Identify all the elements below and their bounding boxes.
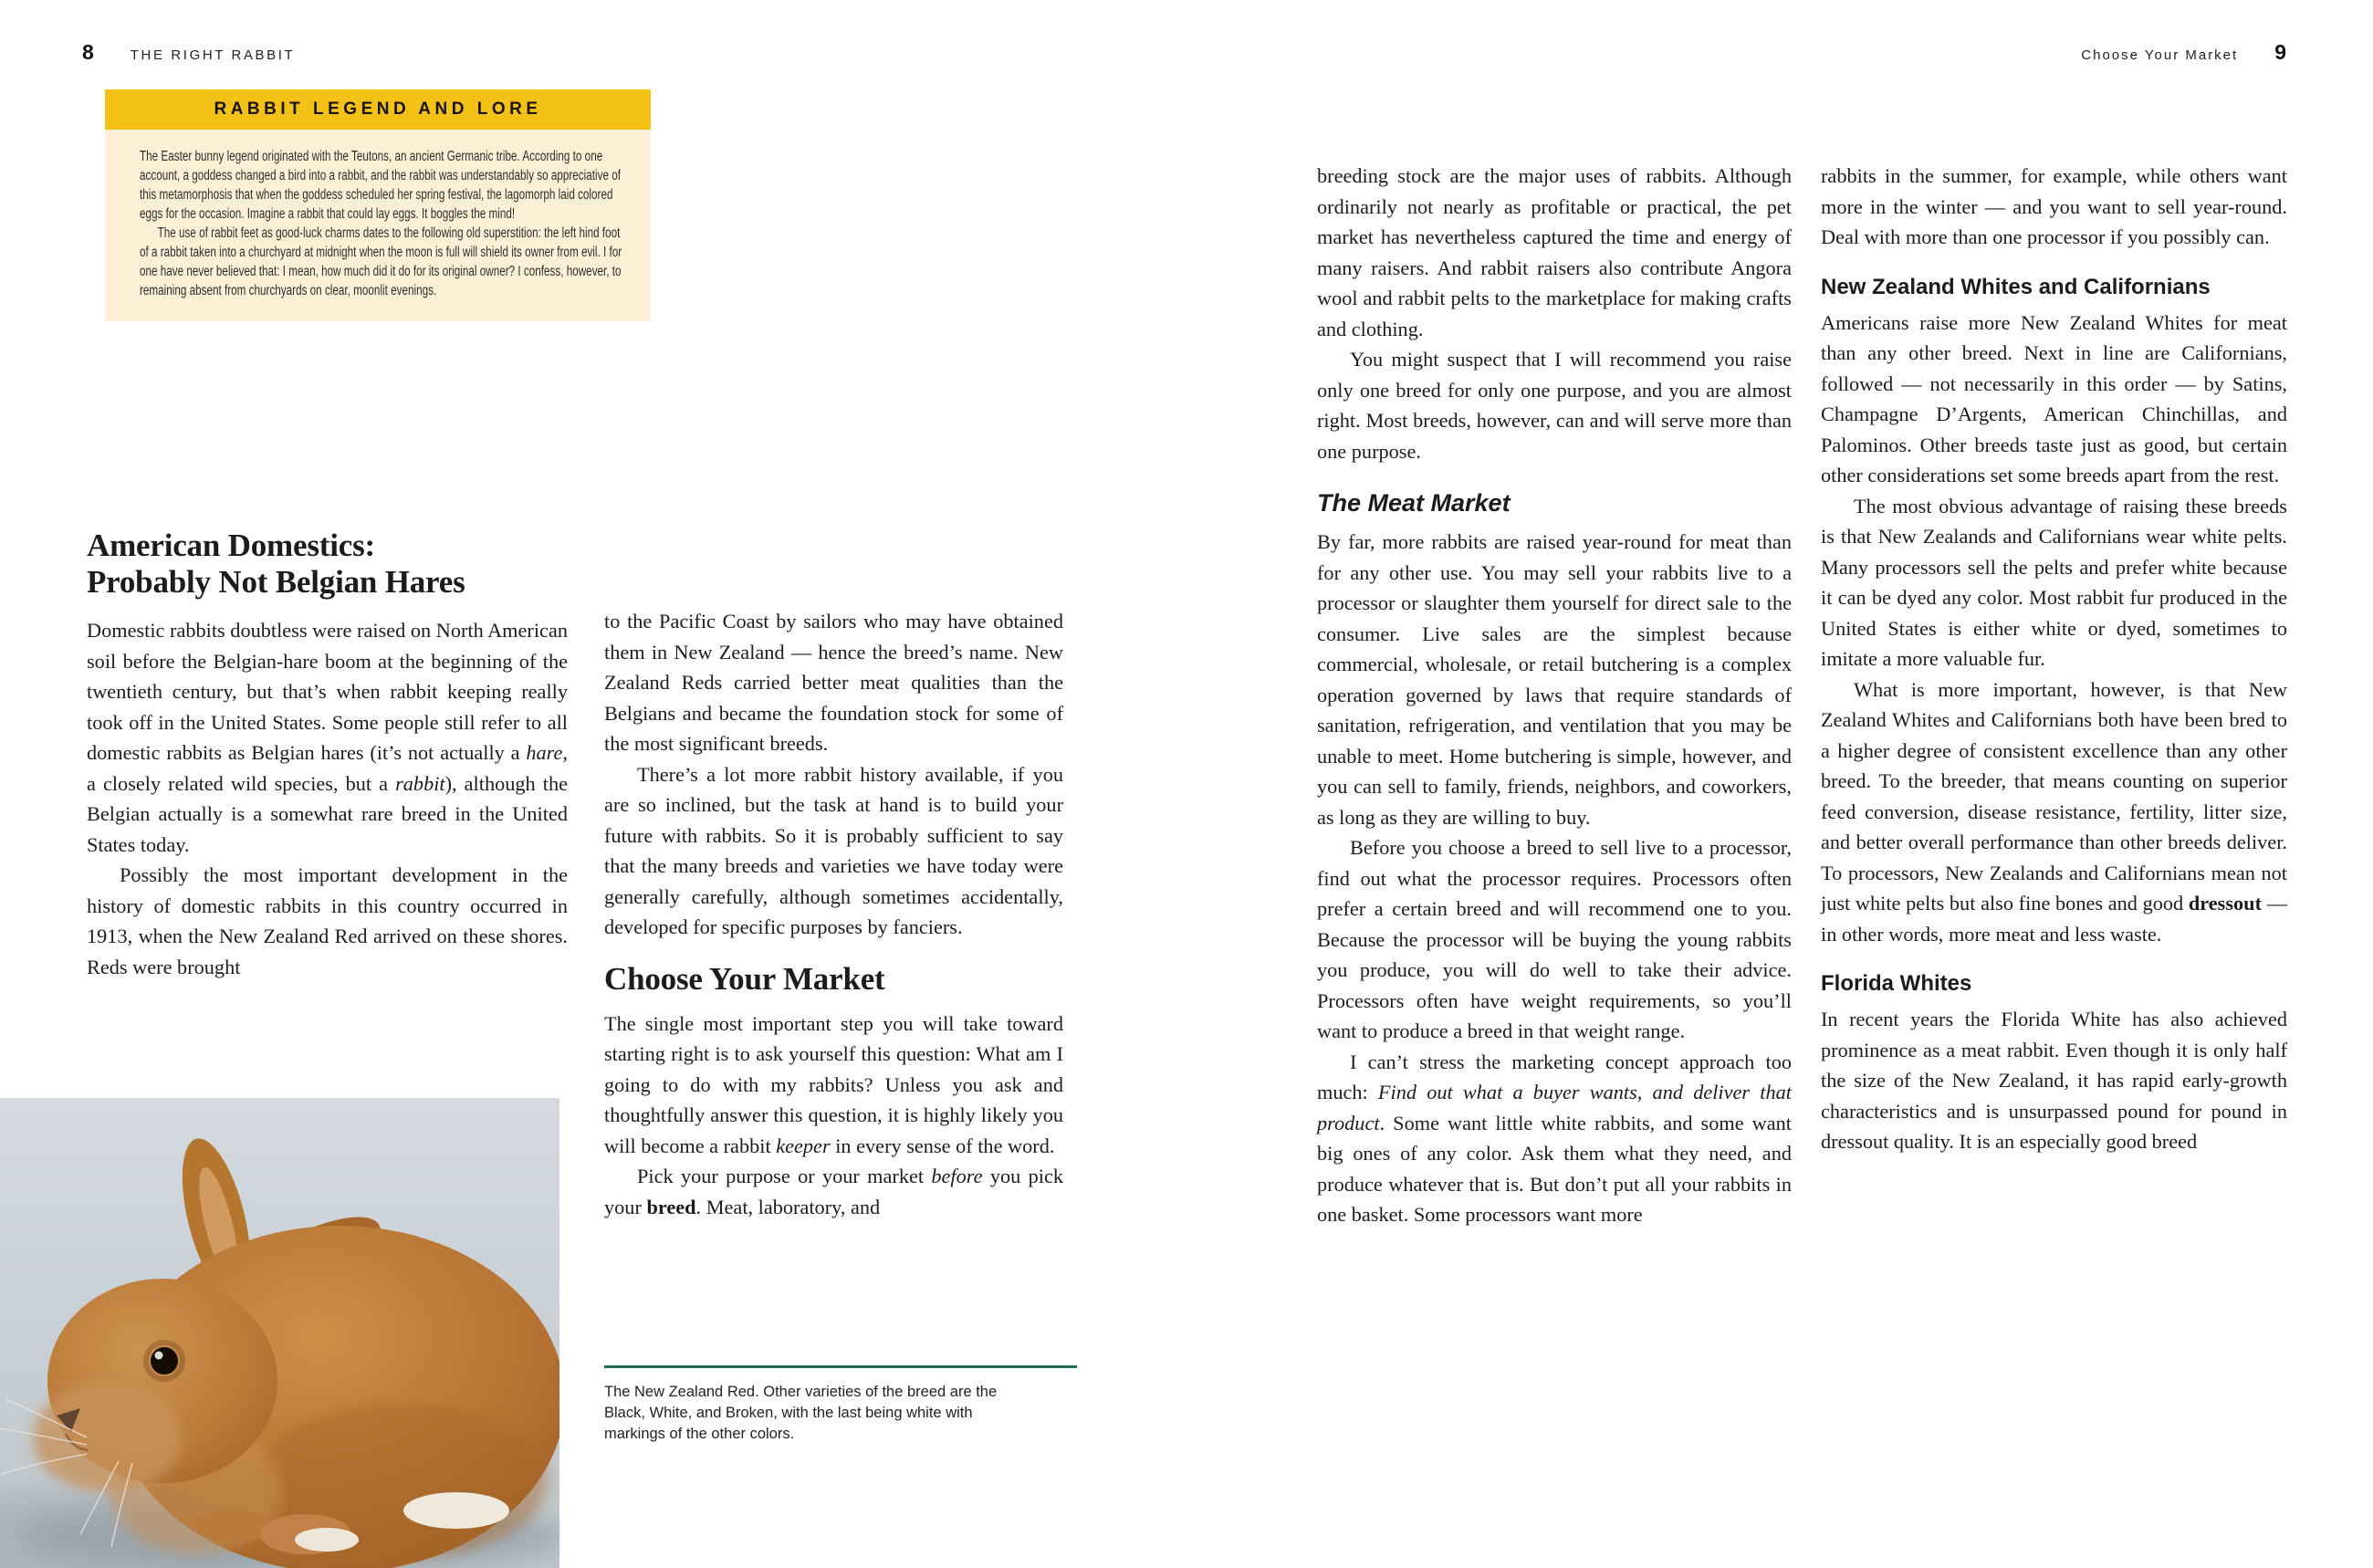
- subheading-the-meat-market: The Meat Market: [1317, 489, 1511, 517]
- body-paragraph: I can’t stress the marketing concept approach too much: Find out what a buyer wants, and deliver that product. Some want little white rabbits, and some want big ones of any color. Ask them what they need, and produce whatever that is. But don’t put all your rabbits in one basket. Some processors want more: [1317, 1050, 1792, 1226]
- heading-line: American Domestics:: [87, 528, 375, 563]
- body-paragraph: By far, more rabbits are raised year-round for meat than for any other use. You may sell your rabbits live to a processor or slaughter them yourself for direct sale to the consumer. Live sales are the simplest because commercial, wholesale, or retail butchering is a complex operation governed by laws that require standards of sanitation, refrigeration, and ventilation that you may be unable to meet. Home butchering is simple, however, and you can sell to family, friends, neighbors, and coworkers, as long as they are willing to buy.: [1317, 530, 1792, 829]
- sidebar-paragraph: The use of rabbit feet as good-luck charms dates to the following old superstition: the left hind foot of a rabbit taken into a churchyard at midnight when the moon is full will shield its owner from evil. I for one have never believed that: I mean, how much did it do for its original owner? I confess, however, to remaining absent from churchyards on clear, moonlit evenings.: [140, 225, 622, 298]
- photo-caption-text: The New Zealand Red. Other varieties of the breed are the Black, White, and Broken, with the last being white with markings of the other colors.: [604, 1384, 998, 1442]
- body-paragraph: The most obvious advantage of raising these breeds is that New Zealands and Californians wear white pelts. Many processors sell the pelts and prefer white because it can be dyed any color. Most rabbit fur produced in the United States is either white or dyed, sometimes to imitate a more valuable fur.: [1821, 494, 2287, 670]
- right-running-title: Choose Your Market: [2081, 47, 2239, 63]
- subheading-new-zealand-whites: New Zealand Whites and Californians: [1821, 274, 2211, 299]
- left-page-number: 8: [82, 40, 94, 64]
- sidebar-title-bar: [105, 89, 651, 130]
- right-page-number: 9: [2274, 40, 2286, 64]
- body-paragraph: What is more important, however, is that New Zealand Whites and Californians both have been bred to a higher degree of consistent excellence than any other breed. To the breeder, that means counting on superior feed conversion, disease resistance, fertility, litter size, and better overall performance than other breeds deliver. To processors, New Zealands and Californians mean not just white pelts but also fine bones and good dressout — in other words, more meat and less waste.: [1821, 677, 2287, 946]
- left-running-head: [82, 40, 295, 65]
- body-paragraph: In recent years the Florida White has also achieved prominence as a meat rabbit. Even though it is only half the size of the New Zealand, it has rapid early-growth characteristics and is unsurpassed pound for pound in dressout quality. It is an especially good breed: [1821, 1008, 2287, 1153]
- right-column-1: [1317, 161, 1792, 1230]
- sidebar-text: [140, 147, 623, 300]
- left-column-2: [604, 606, 1063, 1222]
- subheading-florida-whites: Florida Whites: [1821, 971, 1972, 996]
- rabbit-photo: [0, 1098, 559, 1568]
- body-paragraph: Pick your purpose or your market before you pick your breed. Meat, laboratory, and: [604, 1165, 1063, 1218]
- sidebar-body: [105, 130, 651, 321]
- section-heading-american-domestics: [87, 528, 568, 601]
- left-column-1: [87, 528, 568, 982]
- rabbit-illustration: [0, 1098, 559, 1568]
- body-paragraph: breeding stock are the major uses of rabbits. Although ordinarily not nearly as profitable or practical, the pet market has nevertheless captured the time and energy of many raisers. And rabbit raisers also contribute Angora wool and rabbit pelts to the marketplace for making crafts and clothing.: [1317, 164, 1792, 340]
- heading-line: Probably Not Belgian Hares: [87, 564, 465, 600]
- photo-caption: [604, 1365, 1077, 1445]
- body-paragraph: rabbits in the summer, for example, while others want more in the winter — and you want to sell year-round. Deal with more than one processor if you possibly can.: [1821, 164, 2287, 248]
- legend-sidebar: [105, 89, 651, 321]
- right-column-2: [1821, 161, 2287, 1157]
- body-paragraph: You might suspect that I will recommend you raise only one breed for only one purpose, and you are almost right. Most breeds, however, can and will serve more than one purpose.: [1317, 348, 1792, 463]
- body-paragraph: Before you choose a breed to sell live to a processor, find out what the processor requires. Processors often prefer a certain breed and will recommend one to you. Because the processor will be buying the young rabbits you produce, you will do well to take their advice. Processors often have weight requirements, so you’ll want to produce a breed in that weight range.: [1317, 836, 1792, 1042]
- body-paragraph: Possibly the most important development in the history of domestic rabbits in this country occurred in 1913, when the New Zealand Red arrived on these shores. Reds were brought: [87, 863, 568, 978]
- left-running-title: THE RIGHT RABBIT: [130, 47, 296, 63]
- body-paragraph: Americans raise more New Zealand Whites for meat than any other breed. Next in line are Californians, followed — not necessarily in this order — by Satins, Champagne D’Argents, American Chinchillas, and Palominos. Other breeds taste just as good, but certain other considerations set some breeds apart from the rest.: [1821, 310, 2287, 486]
- right-running-head: [2081, 40, 2286, 65]
- sidebar-paragraph: The Easter bunny legend originated with the Teutons, an ancient Germanic tribe. According to one account, a goddess changed a bird into a rabbit, and the rabbit was understandably so appreciative of this metamorphosis that when the goddess scheduled her spring festival, the lagomorph laid colored eggs for the occasion. Imagine a rabbit that could lay eggs. It boggles the mind!: [140, 149, 621, 222]
- body-paragraph: The single most important step you will take toward starting right is to ask yourself this question: What am I going to do with my rabbits? Unless you ask and thoughtfully answer this question, it is highly likely you will become a rabbit keeper in every sense of the word.: [604, 1011, 1063, 1157]
- sidebar-title: RABBIT LEGEND AND LORE: [214, 99, 542, 119]
- section-heading-choose-your-market: Choose Your Market: [604, 960, 885, 997]
- body-paragraph: Domestic rabbits doubtless were raised on North American soil before the Belgian-hare boom at the beginning of the twentieth century, but that’s when rabbit keeping really took off in the United States. Some people still refer to all domestic rabbits as Belgian hares (it’s not actually a hare, a closely related wild species, but a rabbit), although the Belgian actually is a somewhat rare breed in the United States today.: [87, 619, 568, 856]
- body-paragraph: There’s a lot more rabbit history available, if you are so inclined, but the task at hand is to build your future with rabbits. So it is probably sufficient to say that the many breeds and varieties we have today were generally carefully, although sometimes accidentally, developed for specific purposes by fanciers.: [604, 762, 1063, 938]
- body-paragraph: to the Pacific Coast by sailors who may have obtained them in New Zealand — hence the breed’s name. New Zealand Reds carried better meat qualities than the Belgians and became the foundation stock for some of the most significant breeds.: [604, 610, 1063, 755]
